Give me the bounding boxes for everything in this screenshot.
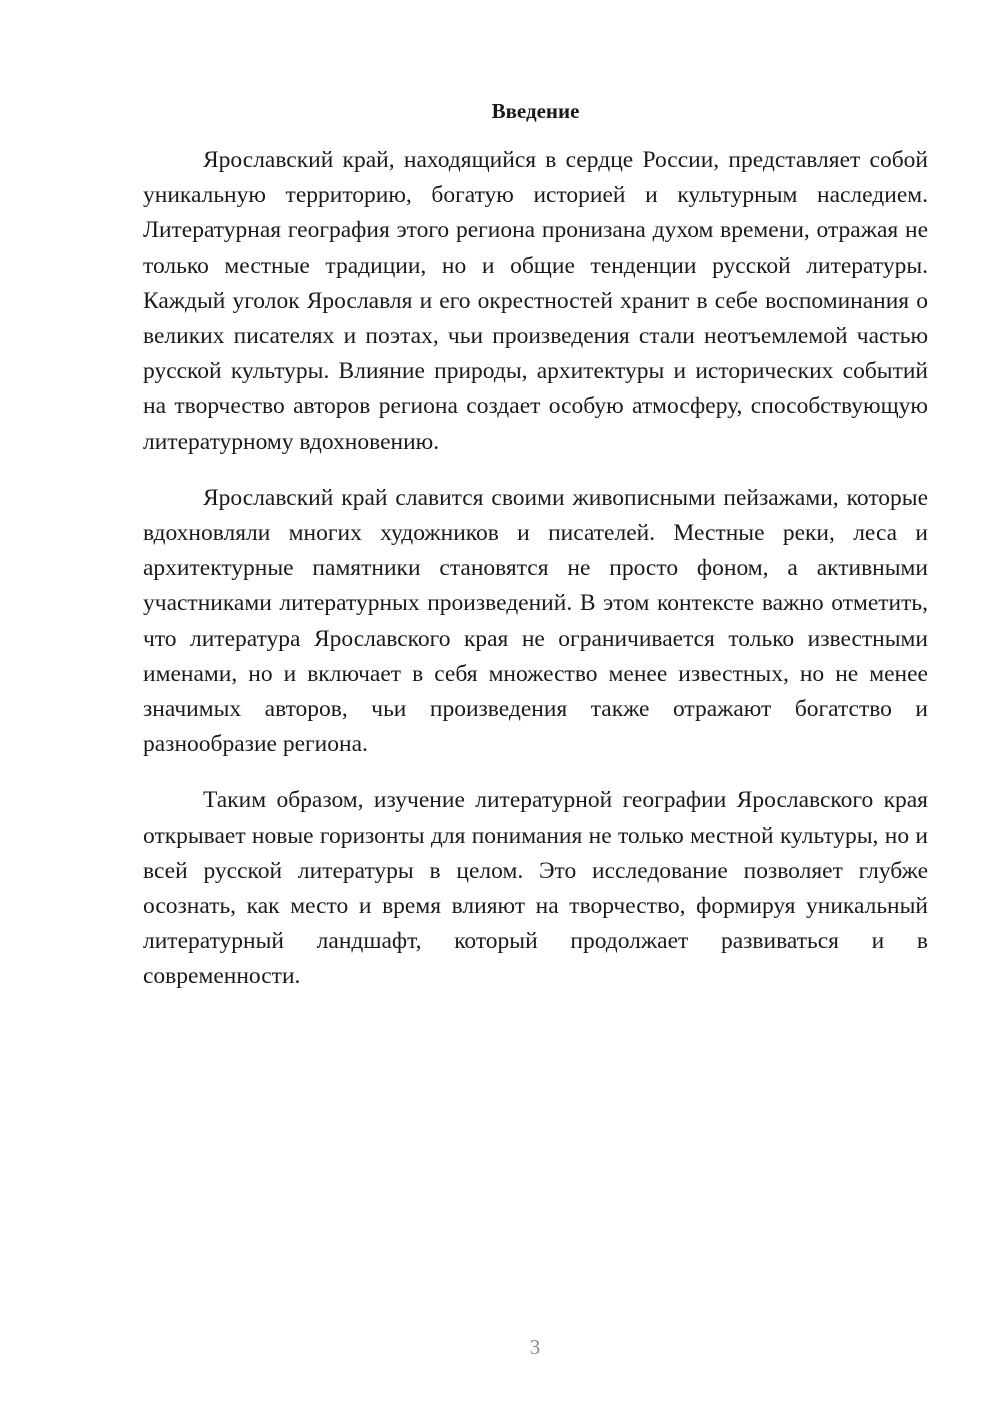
paragraph-1: Ярославский край, находящийся в сердце России, представляет собой уникальную территорию, богатую историей и культурным наследием. Литературная география этого региона пронизана духом времени, отражая не только местные традиции, но и общие тенденции русской литературы. Каждый уголок Ярославля и его окрестностей хранит в себе воспоминания о великих писателях и поэтах, чьи произведения стали неотъемлемой частью русской культуры. Влияние природы, архитектуры и исторических событий на творчество авторов региона создает особую атмосферу, способствующую литературному вдохновению.: [143, 147, 928, 455]
body-text: [143, 143, 928, 995]
section-heading: Введение: [491, 99, 580, 123]
paragraph-3: Таким образом, изучение литературной географии Ярославского края открывает новые горизонты для понимания не только местной культуры, но и всей русской литературы в целом. Это исследование позволяет глубже осознать, как место и время влияют на творчество, формируя уникальный литературный ландшафт, который продолжает развиваться и в современности.: [143, 787, 928, 990]
paragraph-2: Ярославский край славится своими живописными пейзажами, которые вдохновляли многих художников и писателей. Местные реки, леса и архитектурные памятники становятся не просто фоном, а активными участниками литературных произведений. В этом контексте важно отметить, что литература Ярославского края не ограничивается только известными именами, но и включает в себя множество менее известных, но не менее значимых авторов, чьи произведения также отражают богатство и разнообразие региона.: [143, 484, 928, 758]
page-number: 3: [529, 1335, 541, 1359]
